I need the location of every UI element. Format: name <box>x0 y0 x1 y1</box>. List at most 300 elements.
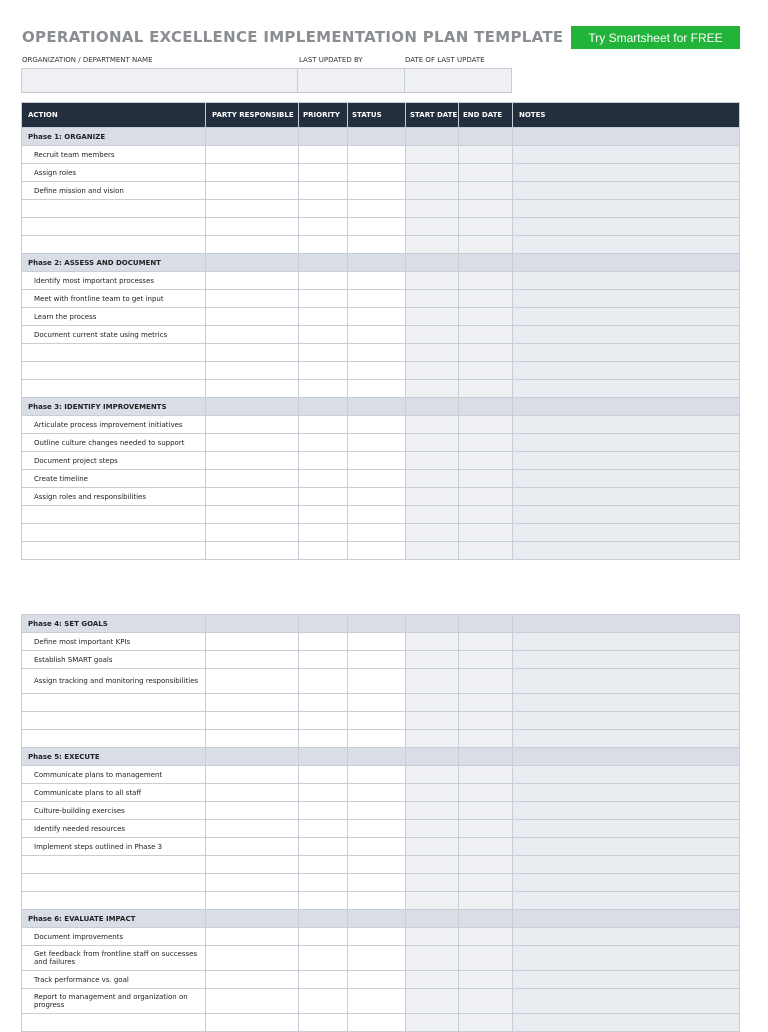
end-date-cell[interactable] <box>459 218 513 236</box>
end-date-cell[interactable] <box>459 182 513 200</box>
end-date-cell[interactable] <box>459 928 513 946</box>
party-cell[interactable] <box>206 856 299 874</box>
action-cell[interactable]: Create timeline <box>22 470 206 488</box>
priority-cell[interactable] <box>299 272 348 290</box>
table-row <box>22 856 740 874</box>
party-cell[interactable] <box>206 1014 299 1032</box>
start-date-cell[interactable] <box>406 416 459 434</box>
notes-cell[interactable] <box>513 218 740 236</box>
action-cell[interactable] <box>22 856 206 874</box>
end-date-cell[interactable] <box>459 694 513 712</box>
notes-cell[interactable] <box>513 766 740 784</box>
party-cell[interactable] <box>206 326 299 344</box>
action-cell[interactable] <box>22 218 206 236</box>
org-label: ORGANIZATION / DEPARTMENT NAME <box>22 56 153 64</box>
party-cell[interactable] <box>206 766 299 784</box>
phase-title: Phase 2: ASSESS AND DOCUMENT <box>22 254 206 272</box>
start-date-cell[interactable] <box>406 380 459 398</box>
end-date-cell[interactable] <box>459 989 513 1014</box>
priority-cell[interactable] <box>299 326 348 344</box>
end-date-cell[interactable] <box>459 892 513 910</box>
start-date-cell[interactable] <box>406 146 459 164</box>
party-cell[interactable] <box>206 434 299 452</box>
notes-cell[interactable] <box>513 452 740 470</box>
status-cell[interactable] <box>348 838 406 856</box>
status-cell[interactable] <box>348 434 406 452</box>
action-cell[interactable] <box>22 730 206 748</box>
action-cell[interactable] <box>22 236 206 254</box>
notes-cell[interactable] <box>513 633 740 651</box>
start-date-cell[interactable] <box>406 946 459 971</box>
action-cell[interactable]: Document project steps <box>22 452 206 470</box>
action-cell[interactable]: Establish SMART goals <box>22 651 206 669</box>
priority-cell[interactable] <box>299 434 348 452</box>
priority-cell[interactable] <box>299 506 348 524</box>
table-row <box>22 542 740 560</box>
notes-cell[interactable] <box>513 362 740 380</box>
action-cell[interactable]: Communicate plans to management <box>22 766 206 784</box>
status-cell[interactable] <box>348 766 406 784</box>
end-date-cell[interactable] <box>459 820 513 838</box>
notes-cell[interactable] <box>513 308 740 326</box>
party-cell[interactable] <box>206 200 299 218</box>
start-date-cell[interactable] <box>406 272 459 290</box>
end-date-cell[interactable] <box>459 488 513 506</box>
end-date-cell[interactable] <box>459 146 513 164</box>
phase-title: Phase 5: EXECUTE <box>22 748 206 766</box>
notes-cell[interactable] <box>513 488 740 506</box>
date-field[interactable] <box>404 68 512 93</box>
party-cell[interactable] <box>206 651 299 669</box>
party-cell[interactable] <box>206 164 299 182</box>
status-cell[interactable] <box>348 362 406 380</box>
party-cell[interactable] <box>206 524 299 542</box>
org-field[interactable] <box>21 68 298 93</box>
notes-cell[interactable] <box>513 928 740 946</box>
start-date-cell[interactable] <box>406 633 459 651</box>
party-cell[interactable] <box>206 182 299 200</box>
priority-cell[interactable] <box>299 989 348 1014</box>
status-cell[interactable] <box>348 416 406 434</box>
party-cell[interactable] <box>206 820 299 838</box>
action-cell[interactable]: Articulate process improvement initiatives <box>22 416 206 434</box>
priority-cell[interactable] <box>299 694 348 712</box>
notes-cell[interactable] <box>513 434 740 452</box>
party-cell[interactable] <box>206 802 299 820</box>
notes-cell[interactable] <box>513 856 740 874</box>
party-cell[interactable] <box>206 928 299 946</box>
end-date-cell[interactable] <box>459 416 513 434</box>
action-cell[interactable]: Document current state using metrics <box>22 326 206 344</box>
priority-cell[interactable] <box>299 146 348 164</box>
notes-cell[interactable] <box>513 506 740 524</box>
notes-cell[interactable] <box>513 971 740 989</box>
party-cell[interactable] <box>206 290 299 308</box>
priority-cell[interactable] <box>299 766 348 784</box>
action-cell[interactable]: Outline culture changes needed to support <box>22 434 206 452</box>
notes-cell[interactable] <box>513 989 740 1014</box>
status-cell[interactable] <box>348 272 406 290</box>
start-date-cell[interactable] <box>406 892 459 910</box>
try-smartsheet-button[interactable]: Try Smartsheet for FREE <box>571 26 740 49</box>
start-date-cell[interactable] <box>406 802 459 820</box>
notes-cell[interactable] <box>513 236 740 254</box>
end-date-cell[interactable] <box>459 362 513 380</box>
end-date-cell[interactable] <box>459 784 513 802</box>
status-cell[interactable] <box>348 236 406 254</box>
status-cell[interactable] <box>348 694 406 712</box>
party-cell[interactable] <box>206 989 299 1014</box>
status-cell[interactable] <box>348 820 406 838</box>
notes-cell[interactable] <box>513 730 740 748</box>
priority-cell[interactable] <box>299 633 348 651</box>
start-date-cell[interactable] <box>406 434 459 452</box>
start-date-cell[interactable] <box>406 712 459 730</box>
start-date-cell[interactable] <box>406 326 459 344</box>
notes-cell[interactable] <box>513 542 740 560</box>
notes-cell[interactable] <box>513 712 740 730</box>
end-date-cell[interactable] <box>459 856 513 874</box>
action-cell[interactable]: Culture-building exercises <box>22 802 206 820</box>
action-cell[interactable] <box>22 380 206 398</box>
end-date-cell[interactable] <box>459 542 513 560</box>
end-date-cell[interactable] <box>459 326 513 344</box>
phase-header-row <box>22 254 740 272</box>
action-cell[interactable]: Recruit team members <box>22 146 206 164</box>
notes-cell[interactable] <box>513 200 740 218</box>
end-date-cell[interactable] <box>459 290 513 308</box>
priority-cell[interactable] <box>299 971 348 989</box>
priority-cell[interactable] <box>299 928 348 946</box>
party-cell[interactable] <box>206 218 299 236</box>
priority-cell[interactable] <box>299 164 348 182</box>
table-row <box>22 164 740 182</box>
priority-cell[interactable] <box>299 1014 348 1032</box>
start-date-cell[interactable] <box>406 344 459 362</box>
priority-cell[interactable] <box>299 344 348 362</box>
priority-cell[interactable] <box>299 380 348 398</box>
priority-cell[interactable] <box>299 542 348 560</box>
start-date-cell[interactable] <box>406 218 459 236</box>
priority-cell[interactable] <box>299 856 348 874</box>
party-cell[interactable] <box>206 633 299 651</box>
notes-cell[interactable] <box>513 146 740 164</box>
status-cell[interactable] <box>348 669 406 694</box>
start-date-cell[interactable] <box>406 524 459 542</box>
party-cell[interactable] <box>206 146 299 164</box>
start-date-cell[interactable] <box>406 730 459 748</box>
status-cell[interactable] <box>348 892 406 910</box>
phase-cell <box>459 615 513 633</box>
party-cell[interactable] <box>206 506 299 524</box>
notes-cell[interactable] <box>513 326 740 344</box>
start-date-cell[interactable] <box>406 874 459 892</box>
action-cell[interactable]: Assign roles and responsibilities <box>22 488 206 506</box>
status-cell[interactable] <box>348 146 406 164</box>
action-cell[interactable]: Document improvements <box>22 928 206 946</box>
status-cell[interactable] <box>348 971 406 989</box>
start-date-cell[interactable] <box>406 488 459 506</box>
priority-cell[interactable] <box>299 200 348 218</box>
party-cell[interactable] <box>206 362 299 380</box>
end-date-cell[interactable] <box>459 524 513 542</box>
party-cell[interactable] <box>206 488 299 506</box>
action-cell[interactable]: Identify most important processes <box>22 272 206 290</box>
start-date-cell[interactable] <box>406 164 459 182</box>
status-cell[interactable] <box>348 1014 406 1032</box>
action-cell[interactable] <box>22 712 206 730</box>
notes-cell[interactable] <box>513 669 740 694</box>
end-date-cell[interactable] <box>459 236 513 254</box>
action-cell[interactable]: Report to management and organization on progress <box>22 989 206 1014</box>
party-cell[interactable] <box>206 452 299 470</box>
end-date-cell[interactable] <box>459 730 513 748</box>
end-date-cell[interactable] <box>459 470 513 488</box>
start-date-cell[interactable] <box>406 1014 459 1032</box>
party-cell[interactable] <box>206 874 299 892</box>
notes-cell[interactable] <box>513 524 740 542</box>
end-date-cell[interactable] <box>459 874 513 892</box>
priority-cell[interactable] <box>299 470 348 488</box>
priority-cell[interactable] <box>299 290 348 308</box>
status-cell[interactable] <box>348 712 406 730</box>
status-cell[interactable] <box>348 344 406 362</box>
action-cell[interactable]: Assign roles <box>22 164 206 182</box>
action-cell[interactable]: Define mission and vision <box>22 182 206 200</box>
status-cell[interactable] <box>348 874 406 892</box>
end-date-cell[interactable] <box>459 1014 513 1032</box>
end-date-cell[interactable] <box>459 946 513 971</box>
start-date-cell[interactable] <box>406 856 459 874</box>
party-cell[interactable] <box>206 236 299 254</box>
table-row <box>22 820 740 838</box>
end-date-cell[interactable] <box>459 506 513 524</box>
action-cell[interactable]: Identify needed resources <box>22 820 206 838</box>
end-date-cell[interactable] <box>459 633 513 651</box>
end-date-cell[interactable] <box>459 971 513 989</box>
notes-cell[interactable] <box>513 272 740 290</box>
phase-title: Phase 3: IDENTIFY IMPROVEMENTS <box>22 398 206 416</box>
priority-cell[interactable] <box>299 892 348 910</box>
start-date-cell[interactable] <box>406 928 459 946</box>
table-row <box>22 712 740 730</box>
party-cell[interactable] <box>206 380 299 398</box>
status-cell[interactable] <box>348 946 406 971</box>
status-cell[interactable] <box>348 326 406 344</box>
priority-cell[interactable] <box>299 651 348 669</box>
party-cell[interactable] <box>206 669 299 694</box>
status-cell[interactable] <box>348 730 406 748</box>
action-cell[interactable]: Assign tracking and monitoring responsibilities <box>22 669 206 694</box>
status-cell[interactable] <box>348 506 406 524</box>
action-cell[interactable] <box>22 344 206 362</box>
action-cell[interactable] <box>22 200 206 218</box>
priority-cell[interactable] <box>299 362 348 380</box>
notes-cell[interactable] <box>513 380 740 398</box>
notes-cell[interactable] <box>513 416 740 434</box>
priority-cell[interactable] <box>299 488 348 506</box>
action-cell[interactable] <box>22 874 206 892</box>
end-date-cell[interactable] <box>459 380 513 398</box>
notes-cell[interactable] <box>513 694 740 712</box>
status-cell[interactable] <box>348 524 406 542</box>
status-cell[interactable] <box>348 856 406 874</box>
start-date-cell[interactable] <box>406 784 459 802</box>
party-cell[interactable] <box>206 971 299 989</box>
table-row <box>22 506 740 524</box>
status-cell[interactable] <box>348 164 406 182</box>
priority-cell[interactable] <box>299 236 348 254</box>
status-cell[interactable] <box>348 802 406 820</box>
start-date-cell[interactable] <box>406 362 459 380</box>
priority-cell[interactable] <box>299 452 348 470</box>
party-cell[interactable] <box>206 838 299 856</box>
party-cell[interactable] <box>206 712 299 730</box>
priority-cell[interactable] <box>299 669 348 694</box>
start-date-cell[interactable] <box>406 182 459 200</box>
status-cell[interactable] <box>348 290 406 308</box>
end-date-cell[interactable] <box>459 272 513 290</box>
notes-cell[interactable] <box>513 344 740 362</box>
priority-cell[interactable] <box>299 218 348 236</box>
priority-cell[interactable] <box>299 182 348 200</box>
start-date-cell[interactable] <box>406 200 459 218</box>
priority-cell[interactable] <box>299 308 348 326</box>
status-cell[interactable] <box>348 542 406 560</box>
priority-cell[interactable] <box>299 730 348 748</box>
end-date-cell[interactable] <box>459 838 513 856</box>
priority-cell[interactable] <box>299 802 348 820</box>
table-row <box>22 452 740 470</box>
status-cell[interactable] <box>348 784 406 802</box>
start-date-cell[interactable] <box>406 989 459 1014</box>
end-date-cell[interactable] <box>459 669 513 694</box>
start-date-cell[interactable] <box>406 694 459 712</box>
priority-cell[interactable] <box>299 784 348 802</box>
priority-cell[interactable] <box>299 946 348 971</box>
party-cell[interactable] <box>206 470 299 488</box>
notes-cell[interactable] <box>513 182 740 200</box>
action-cell[interactable]: Track performance vs. goal <box>22 971 206 989</box>
party-cell[interactable] <box>206 308 299 326</box>
action-cell[interactable]: Learn the process <box>22 308 206 326</box>
action-cell[interactable] <box>22 362 206 380</box>
priority-cell[interactable] <box>299 524 348 542</box>
priority-cell[interactable] <box>299 820 348 838</box>
notes-cell[interactable] <box>513 470 740 488</box>
end-date-cell[interactable] <box>459 344 513 362</box>
notes-cell[interactable] <box>513 892 740 910</box>
party-cell[interactable] <box>206 946 299 971</box>
status-cell[interactable] <box>348 470 406 488</box>
priority-cell[interactable] <box>299 838 348 856</box>
start-date-cell[interactable] <box>406 506 459 524</box>
action-cell[interactable] <box>22 506 206 524</box>
start-date-cell[interactable] <box>406 669 459 694</box>
status-cell[interactable] <box>348 200 406 218</box>
priority-cell[interactable] <box>299 874 348 892</box>
phase-cell <box>406 398 459 416</box>
party-cell[interactable] <box>206 344 299 362</box>
table-row <box>22 290 740 308</box>
status-cell[interactable] <box>348 488 406 506</box>
action-cell[interactable]: Implement steps outlined in Phase 3 <box>22 838 206 856</box>
action-cell[interactable]: Get feedback from frontline staff on successes and failures <box>22 946 206 971</box>
party-cell[interactable] <box>206 730 299 748</box>
party-cell[interactable] <box>206 416 299 434</box>
action-cell[interactable]: Communicate plans to all staff <box>22 784 206 802</box>
end-date-cell[interactable] <box>459 712 513 730</box>
start-date-cell[interactable] <box>406 820 459 838</box>
action-cell[interactable] <box>22 1014 206 1032</box>
status-cell[interactable] <box>348 182 406 200</box>
notes-cell[interactable] <box>513 838 740 856</box>
action-cell[interactable]: Define most important KPIs <box>22 633 206 651</box>
party-cell[interactable] <box>206 784 299 802</box>
status-cell[interactable] <box>348 651 406 669</box>
action-cell[interactable] <box>22 892 206 910</box>
priority-cell[interactable] <box>299 416 348 434</box>
status-cell[interactable] <box>348 218 406 236</box>
end-date-cell[interactable] <box>459 452 513 470</box>
start-date-cell[interactable] <box>406 290 459 308</box>
end-date-cell[interactable] <box>459 164 513 182</box>
end-date-cell[interactable] <box>459 308 513 326</box>
action-cell[interactable]: Meet with frontline team to get input <box>22 290 206 308</box>
action-cell[interactable] <box>22 524 206 542</box>
updated-by-field[interactable] <box>297 68 405 93</box>
notes-cell[interactable] <box>513 290 740 308</box>
notes-cell[interactable] <box>513 1014 740 1032</box>
notes-cell[interactable] <box>513 874 740 892</box>
start-date-cell[interactable] <box>406 971 459 989</box>
start-date-cell[interactable] <box>406 470 459 488</box>
notes-cell[interactable] <box>513 784 740 802</box>
notes-cell[interactable] <box>513 651 740 669</box>
party-cell[interactable] <box>206 694 299 712</box>
end-date-cell[interactable] <box>459 651 513 669</box>
status-cell[interactable] <box>348 380 406 398</box>
end-date-cell[interactable] <box>459 766 513 784</box>
phase-cell <box>459 398 513 416</box>
action-cell[interactable] <box>22 694 206 712</box>
status-cell[interactable] <box>348 928 406 946</box>
notes-cell[interactable] <box>513 802 740 820</box>
status-cell[interactable] <box>348 989 406 1014</box>
status-cell[interactable] <box>348 633 406 651</box>
start-date-cell[interactable] <box>406 651 459 669</box>
action-cell[interactable] <box>22 542 206 560</box>
start-date-cell[interactable] <box>406 452 459 470</box>
notes-cell[interactable] <box>513 946 740 971</box>
start-date-cell[interactable] <box>406 766 459 784</box>
end-date-cell[interactable] <box>459 434 513 452</box>
end-date-cell[interactable] <box>459 802 513 820</box>
notes-cell[interactable] <box>513 820 740 838</box>
notes-cell[interactable] <box>513 164 740 182</box>
start-date-cell[interactable] <box>406 542 459 560</box>
start-date-cell[interactable] <box>406 236 459 254</box>
start-date-cell[interactable] <box>406 838 459 856</box>
status-cell[interactable] <box>348 452 406 470</box>
party-cell[interactable] <box>206 542 299 560</box>
party-cell[interactable] <box>206 272 299 290</box>
priority-cell[interactable] <box>299 712 348 730</box>
end-date-cell[interactable] <box>459 200 513 218</box>
party-cell[interactable] <box>206 892 299 910</box>
start-date-cell[interactable] <box>406 308 459 326</box>
status-cell[interactable] <box>348 308 406 326</box>
